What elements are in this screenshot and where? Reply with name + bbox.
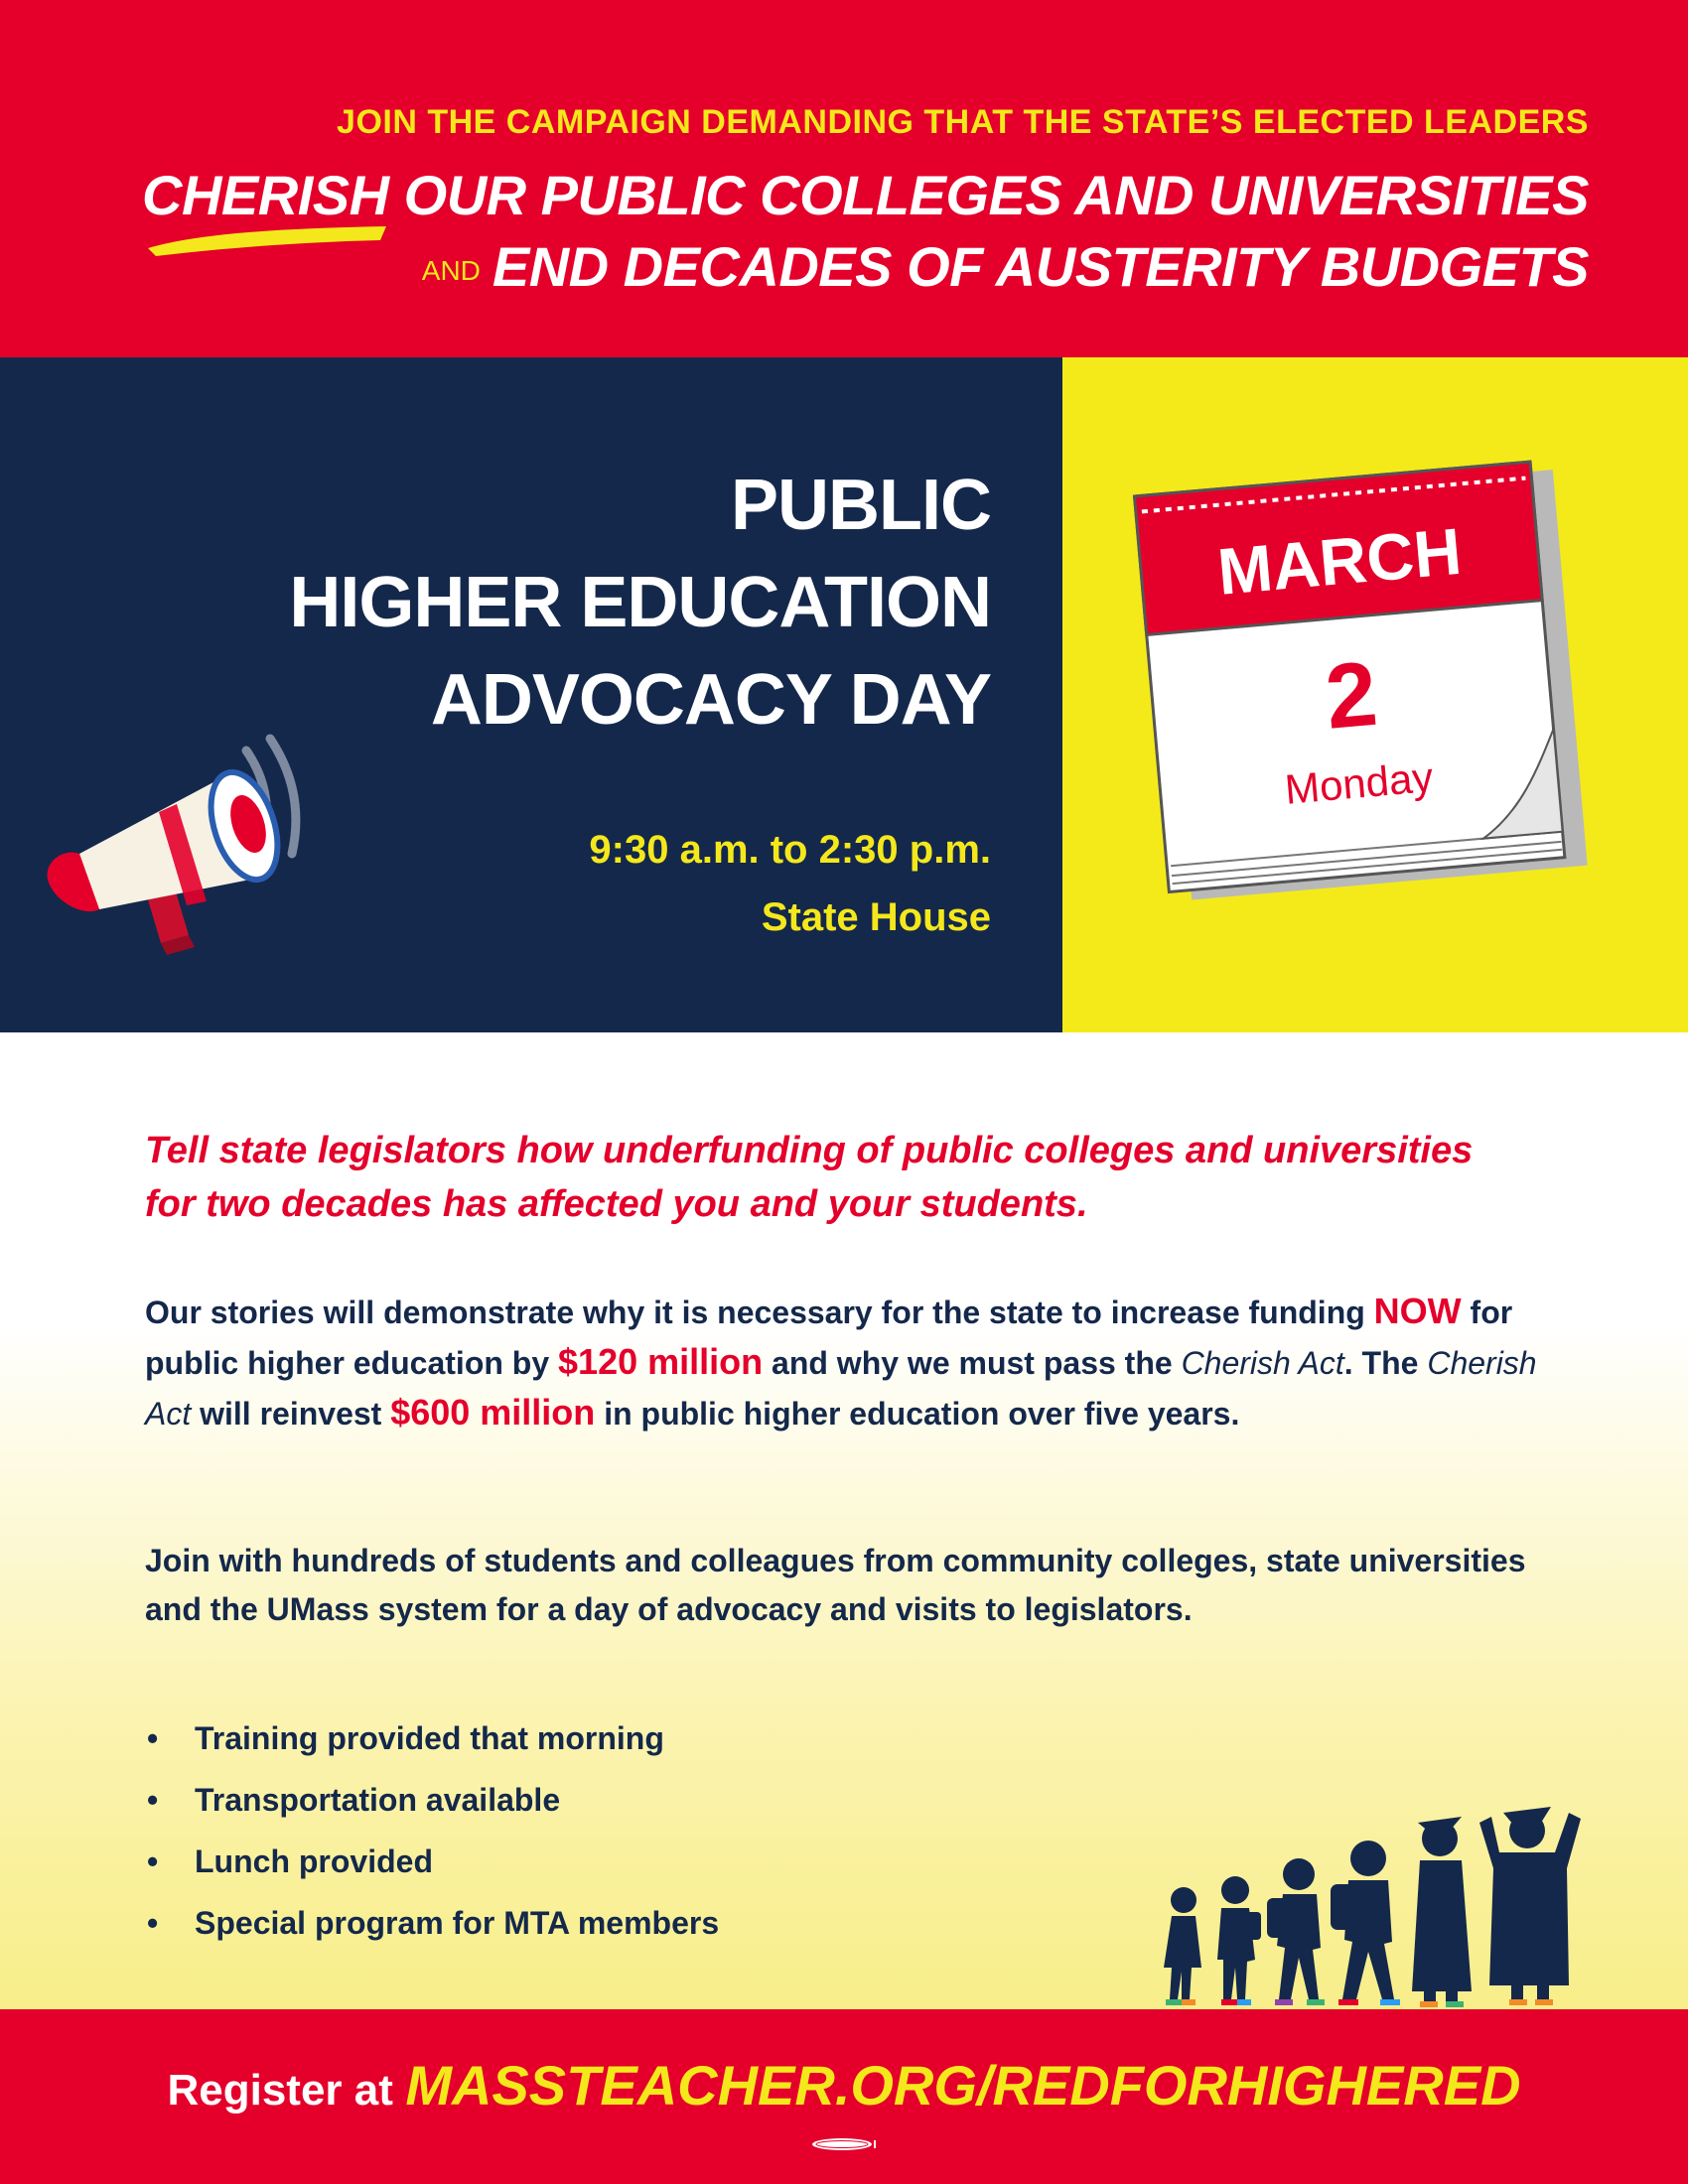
student-progression-silhouettes-icon xyxy=(1152,1773,1589,2011)
text-run: will reinvest xyxy=(191,1396,391,1432)
calendar-month: MARCH xyxy=(1214,513,1465,609)
event-panel xyxy=(0,357,1062,1032)
event-title-line: HIGHER EDUCATION xyxy=(289,563,991,642)
event-title-line: ADVOCACY DAY xyxy=(430,660,991,740)
list-item: • Lunch provided xyxy=(145,1831,719,1892)
event-time: 9:30 a.m. to 2:30 p.m. xyxy=(589,828,991,872)
list-item: • Special program for MTA members xyxy=(145,1892,719,1954)
calendar-day: 2 xyxy=(1321,642,1381,749)
megaphone-icon xyxy=(40,731,318,969)
calendar-icon xyxy=(1112,447,1628,923)
register-line xyxy=(0,2053,1688,2117)
now-emphasis: NOW xyxy=(1373,1291,1462,1331)
event-location: State House xyxy=(761,895,991,939)
union-label-icon xyxy=(810,2136,878,2152)
amount-120-million: $120 million xyxy=(558,1341,764,1382)
benefits-list xyxy=(145,1707,719,1954)
campaign-banner xyxy=(0,0,1688,357)
campaign-kicker: JOIN THE CAMPAIGN DEMANDING THAT THE STATE’S ELECTED LEADERS xyxy=(337,103,1589,141)
list-item: • Training provided that morning xyxy=(145,1707,719,1769)
cherish-act-name: Cherish Act xyxy=(1181,1345,1344,1381)
list-item: • Transportation available xyxy=(145,1769,719,1831)
event-title xyxy=(289,457,991,749)
event-title-line: PUBLIC xyxy=(731,466,991,545)
calendar-panel xyxy=(1062,357,1688,1032)
headline-line1-text: OUR PUBLIC COLLEGES AND UNIVERSITIES xyxy=(388,164,1589,226)
event-details xyxy=(589,816,991,951)
cherish-highlight xyxy=(142,163,389,227)
call-to-action: Tell state legislators how underfunding of public colleges and universities for two decades has affected you and your students. xyxy=(145,1130,1474,1225)
headline-line2-text: END DECADES OF AUSTERITY BUDGETS xyxy=(492,235,1589,298)
register-url-link[interactable]: MASSTEACHER.ORG/REDFORHIGHERED xyxy=(405,2054,1521,2116)
register-footer xyxy=(0,2009,1688,2184)
campaign-headline-line2 xyxy=(422,234,1589,299)
flyer-body xyxy=(0,1032,1688,2009)
register-label: Register at xyxy=(167,2066,393,2115)
amount-600-million: $600 million xyxy=(390,1392,596,1433)
text-run: in public higher education over five years. xyxy=(595,1396,1240,1432)
text-run: and why we must pass the xyxy=(763,1345,1182,1381)
text-run: . The xyxy=(1343,1345,1428,1381)
headline-highlight-word: CHERISH xyxy=(142,164,389,226)
text-run: for public higher education by xyxy=(145,1295,1513,1381)
funding-paragraph xyxy=(145,1287,1555,1438)
calendar-weekday: Monday xyxy=(1283,752,1436,813)
and-word: AND xyxy=(421,255,481,287)
text-run: Our stories will demonstrate why it is necessary for the state to increase funding xyxy=(145,1295,1374,1330)
cherish-act-name: Cherish Act xyxy=(145,1345,1537,1432)
campaign-headline-line1 xyxy=(142,163,1589,227)
join-paragraph: Join with hundreds of students and colleagues from community colleges, state universities and the UMass system for a day of advocacy and visits to legislators. xyxy=(145,1543,1526,1627)
